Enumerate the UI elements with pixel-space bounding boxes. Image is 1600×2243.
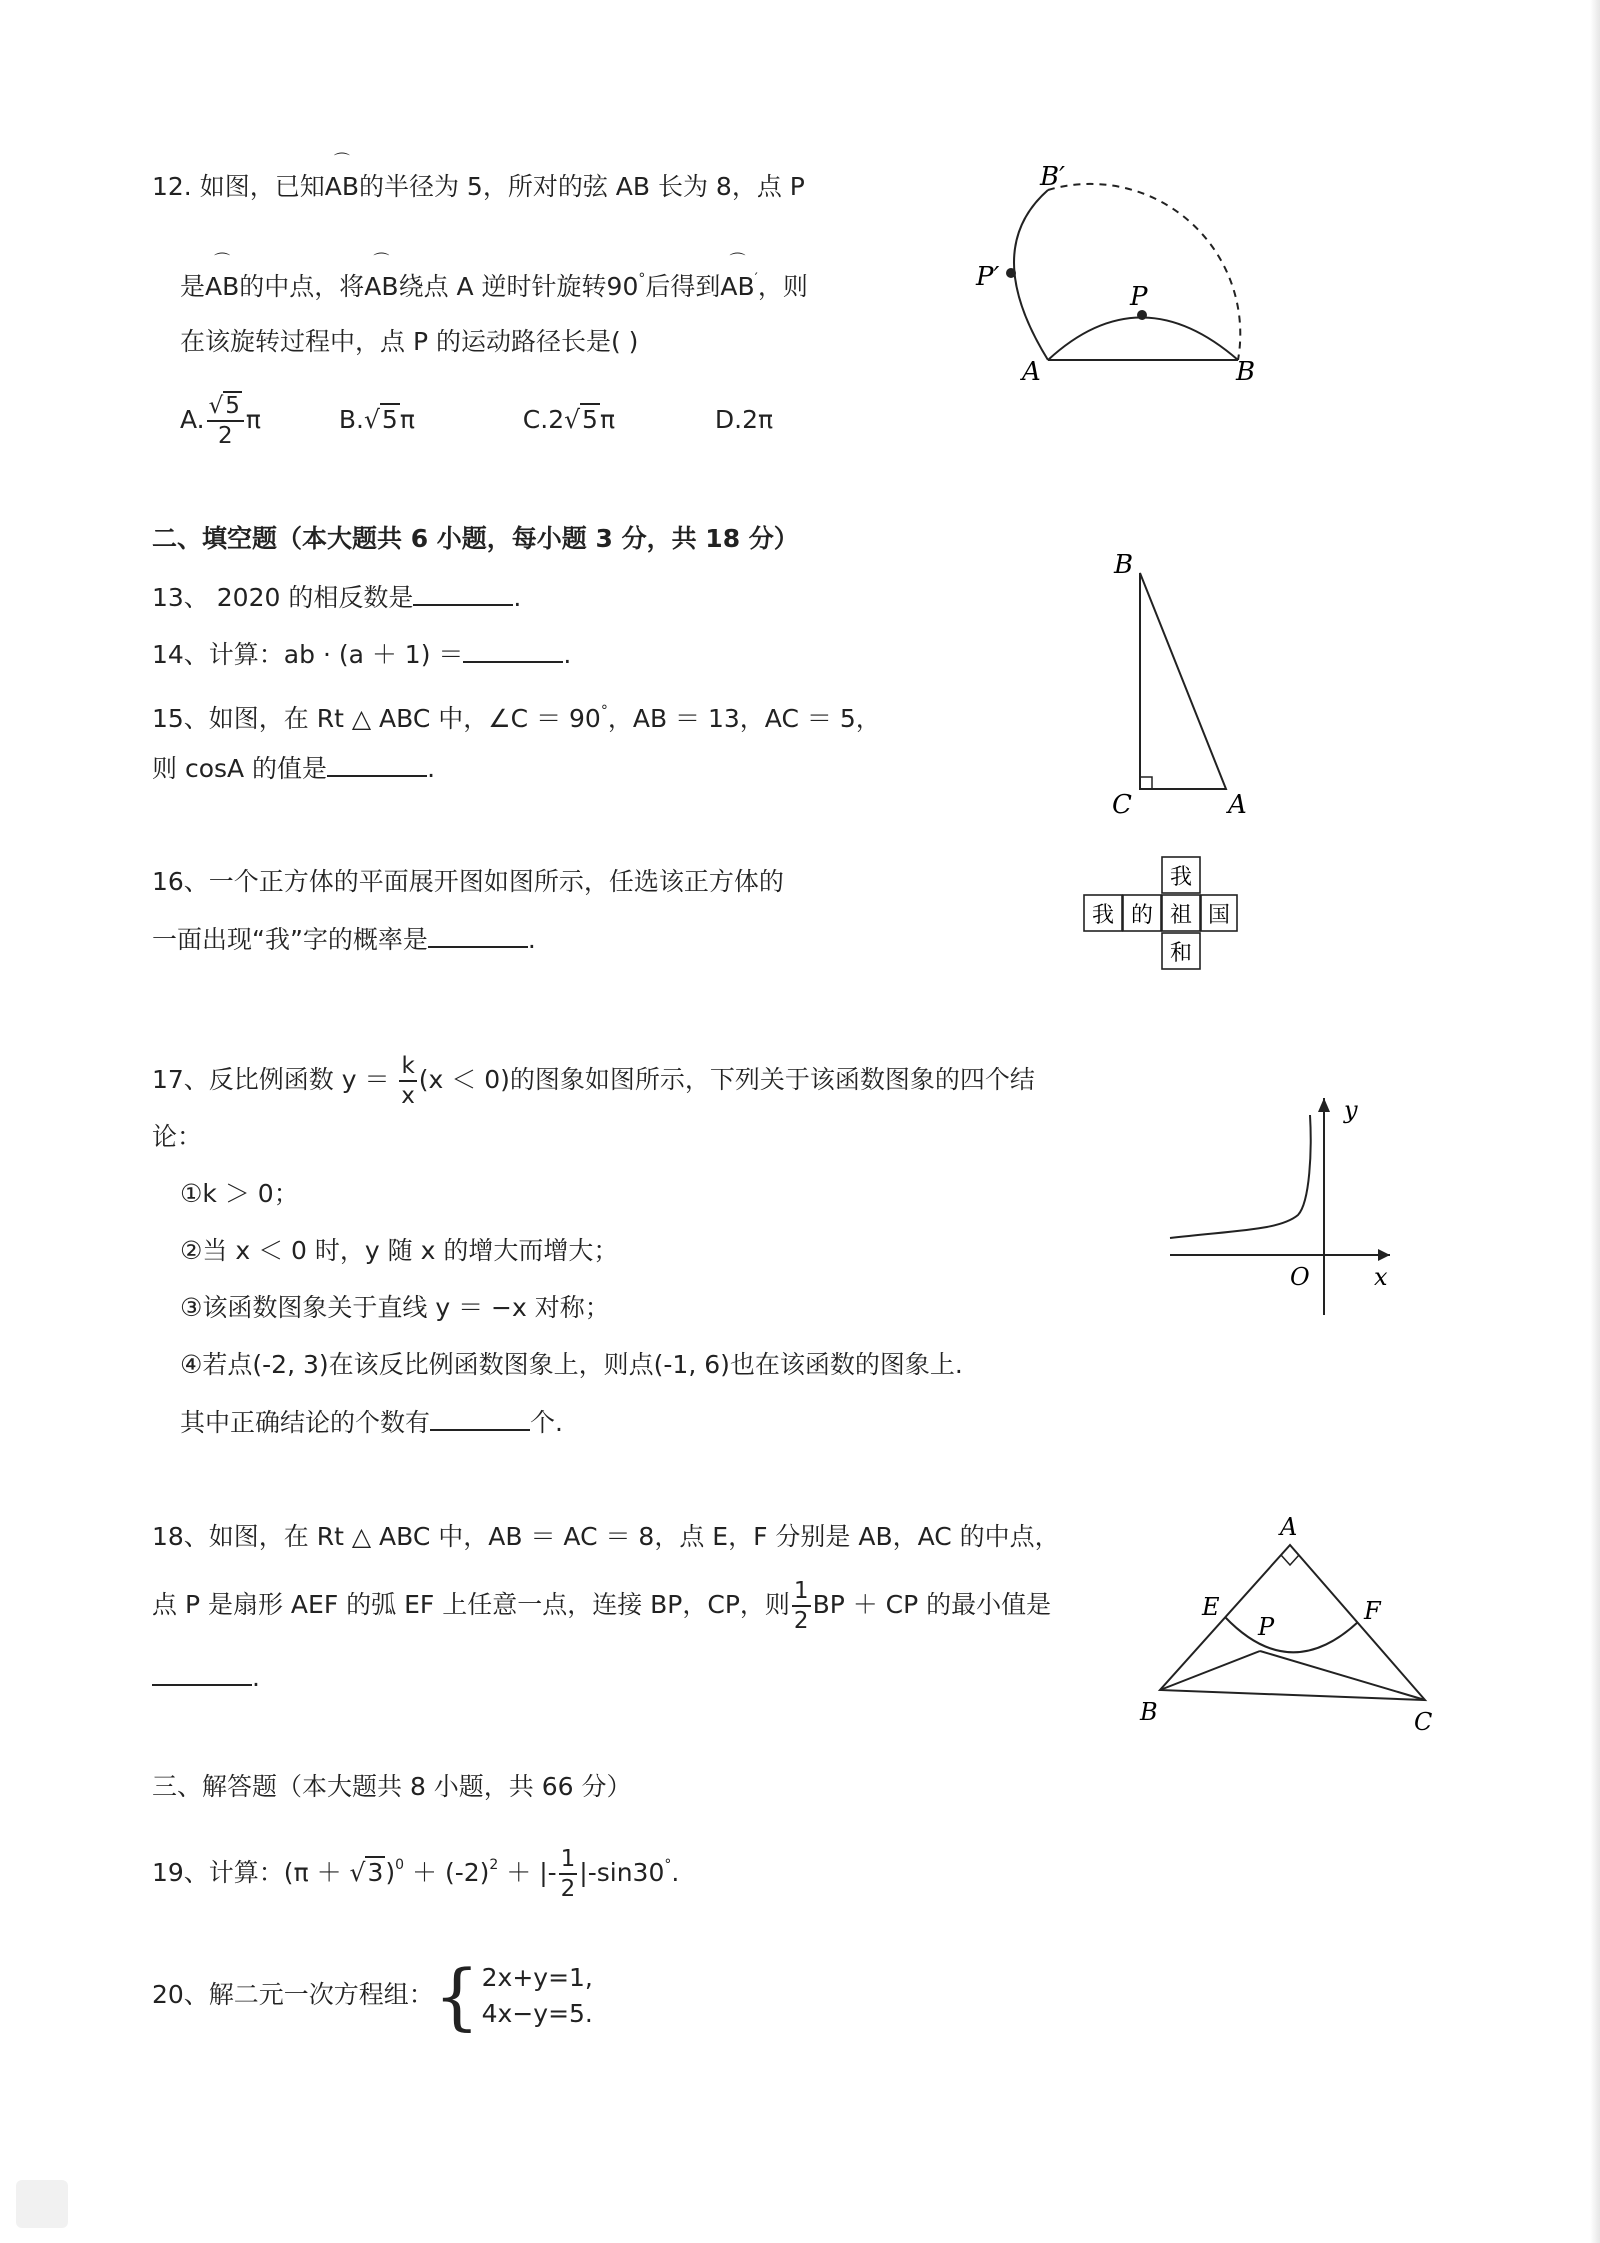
q16-line2: 一面出现“我”字的概率是 . [152, 922, 536, 957]
option-d: D.2π [714, 405, 774, 434]
label-p-prime: P′ [976, 262, 1000, 292]
q12-line3: 在该旋转过程中，点 P 的运动路径长是( ) [180, 327, 639, 356]
label-a: A [1280, 1513, 1298, 1541]
q17-item-4: ④若点(-2, 3)在该反比例函数图象上，则点(-1, 6)也在该函数的图象上. [180, 1350, 963, 1379]
q15-line1: 15、如图，在 Rt △ ABC 中，∠C ＝ 90°，AB ＝ 13，AC ＝ 5， [152, 703, 881, 733]
net-cell-top: 我 [1169, 865, 1193, 890]
label-b: B [1140, 1698, 1158, 1726]
q17-line-last: 其中正确结论的个数有 个. [180, 1405, 563, 1440]
net-cell-bottom: 和 [1169, 941, 1193, 966]
equation-system: { 2x+y=1, 4x−y=5. [433, 1954, 593, 2038]
page-edge [1590, 0, 1600, 2243]
q17-item-3: ③该函数图象关于直线 y ＝ −x 对称； [180, 1293, 610, 1322]
q17-graph [1160, 1090, 1400, 1320]
q12-line2: 是⌒ AB的中点，将⌒ AB绕点 A 逆时针旋转90°后得到⌒ AB′，则 [180, 262, 808, 304]
q18-line3: . [152, 1660, 260, 1695]
label-b-prime: B′ [1040, 162, 1066, 192]
label-b: B [1114, 550, 1134, 580]
net-cell-1: 我 [1091, 903, 1115, 928]
label-p: P [1130, 282, 1148, 312]
q13: 13、 2020 的相反数是 . [152, 580, 521, 615]
label-x: x [1374, 1263, 1388, 1291]
net-cell-3: 祖 [1169, 903, 1193, 928]
label-e: E [1202, 1593, 1220, 1621]
option-a: A. $\frac{√5}{2}$ π [180, 393, 261, 449]
q14: 14、计算：ab · (a ＋ 1) ＝ . [152, 637, 571, 672]
equation-1: 2x+y=1, [481, 1963, 593, 1992]
label-c: C [1112, 790, 1132, 815]
q17-line2: 论： [152, 1122, 203, 1151]
net-cell-2: 的 [1130, 903, 1154, 928]
page-indicator-button[interactable] [16, 2180, 68, 2228]
net-cell-4: 国 [1207, 903, 1231, 928]
option-c: C.2√5π [522, 405, 616, 434]
label-c: C [1414, 1708, 1433, 1736]
q18-line2: 点 P 是扇形 AEF 的弧 EF 上任意一点，连接 BP，CP，则 $\frac{1}{2}$ BP ＋ CP 的最小值是 [152, 1578, 1052, 1634]
q15-line2: 则 cosA 的值是 . [152, 751, 435, 786]
q18-figure [1130, 1505, 1450, 1745]
q16-cube-net [1080, 855, 1240, 975]
label-a: A [1022, 357, 1041, 387]
q17-item-1: ①k ＞ 0； [180, 1179, 299, 1208]
q19: 19、计算：$(\pi + √3)^0 + (-2)^2$ ＋ |- $\frac{1}{2}$ |-sin30°. [152, 1846, 680, 1902]
q15-figure [1100, 545, 1260, 815]
q16-line1: 16、一个正方体的平面展开图如图所示，任选该正方体的 [152, 867, 784, 896]
option-b: B.√5π [338, 405, 415, 434]
q17-item-2: ②当 x ＜ 0 时，y 随 x 的增大而增大； [180, 1236, 619, 1265]
q12-line1: 12. 如图，已知⌒ AB的半径为 5，所对的弦 AB 长为 8，点 P [152, 170, 805, 204]
q17-line1: 17、反比例函数 y ＝ $\frac{k}{x}$ (x ＜ 0)的图象如图所示，下列关于该函数图象的四个结 [152, 1053, 1035, 1109]
label-b: B [1236, 357, 1256, 387]
label-p: P [1258, 1613, 1275, 1641]
q20: 20、解二元一次方程组： { 2x+y=1, 4x−y=5. [152, 1954, 593, 2038]
q18-line1: 18、如图，在 Rt △ ABC 中，AB ＝ AC ＝ 8，点 E，F 分别是 AB，AC 的中点， [152, 1522, 1060, 1551]
section3-title: 三、解答题（本大题共 8 小题，共 66 分） [152, 1772, 632, 1801]
label-f: F [1364, 1597, 1381, 1625]
q12-figure [960, 155, 1280, 395]
label-origin: O [1290, 1263, 1310, 1291]
label-a: A [1228, 790, 1247, 815]
label-y: y [1344, 1096, 1358, 1124]
section2-title: 二、填空题（本大题共 6 小题，每小题 3 分，共 18 分） [152, 524, 799, 553]
equation-2: 4x−y=5. [481, 1999, 593, 2028]
q12-options [180, 392, 773, 450]
